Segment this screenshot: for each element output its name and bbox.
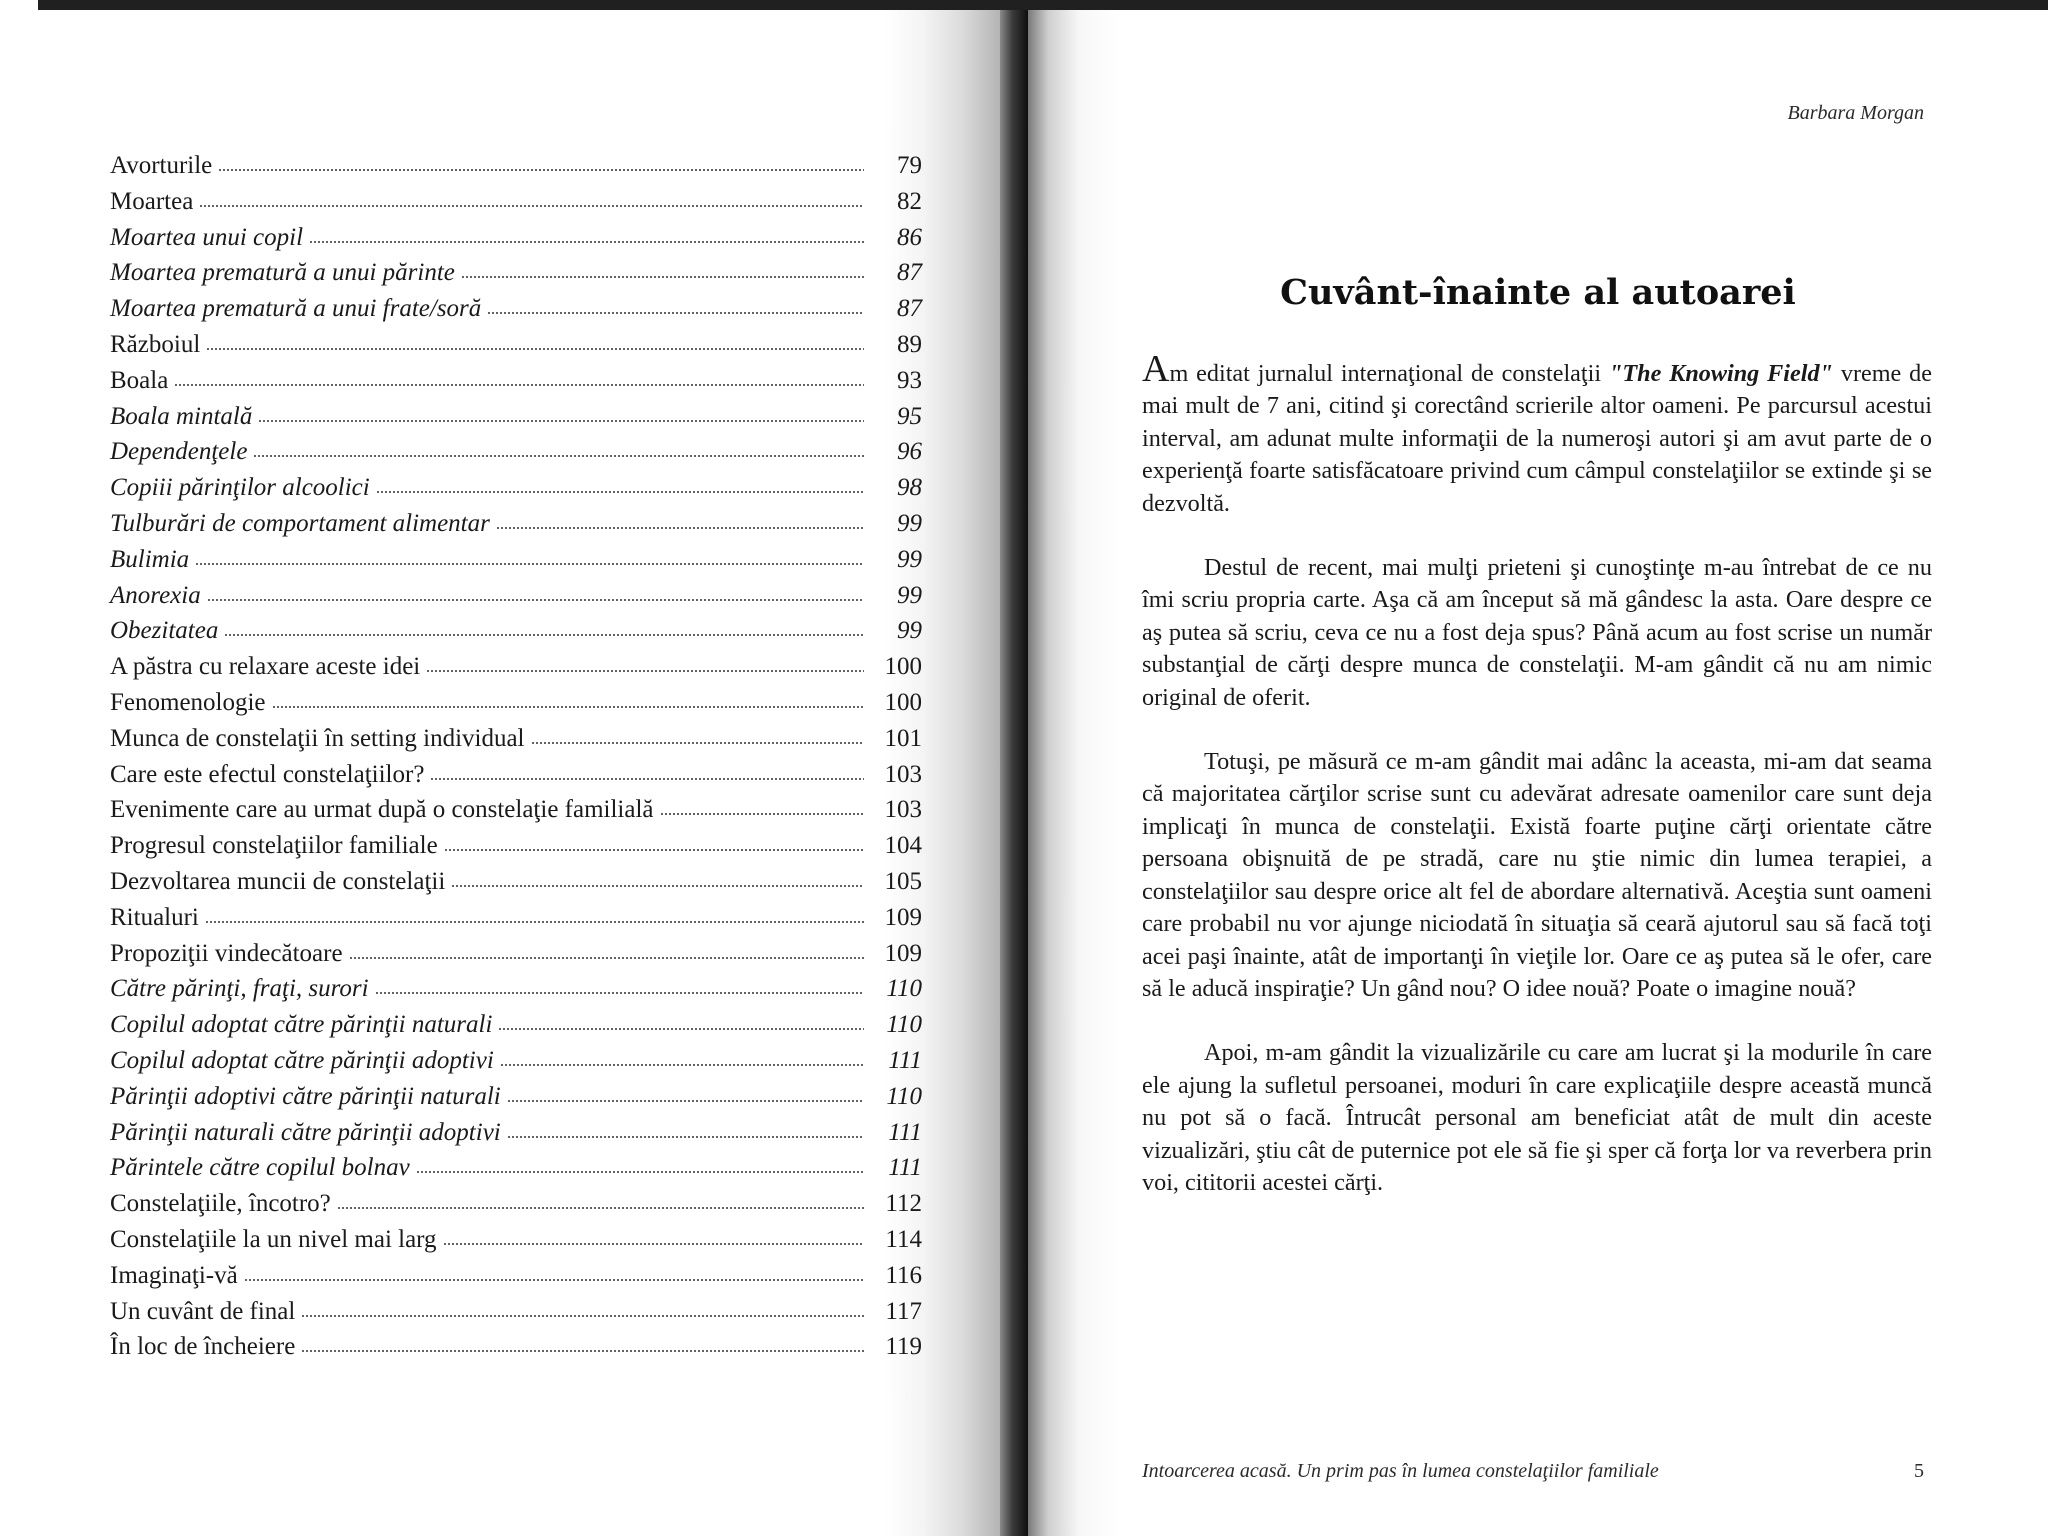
toc-entry (110, 331, 922, 367)
toc-dot-leader (205, 920, 864, 924)
toc-entry-title: Părinţii naturali către părinţii adoptivi (110, 1118, 501, 1146)
toc-dot-leader (349, 956, 864, 960)
toc-entry (110, 224, 922, 260)
toc-entry-page: 99 (897, 581, 922, 609)
running-head-author: Barbara Morgan (1787, 102, 1924, 124)
toc-entry (110, 1226, 922, 1262)
toc-entry (110, 403, 922, 439)
toc-entry-page: 86 (897, 223, 922, 251)
body-text (1142, 348, 1932, 1231)
toc-entry-title: Ritualuri (110, 903, 199, 931)
paragraph-2: Destul de recent, mai mulţi prieteni şi cunoştinţe m-au întrebat de ce nu îmi scriu propria carte. Aşa că am început să mă gândesc la asta. Oare despre ce aş putea să scriu, ceva ce nu a fost deja spus? Până acum au fost scrise un număr substanţial de cărţi despre munca de constelaţii. M-am gândit că nu am nimic original de oferit. (1142, 554, 1932, 711)
toc-entry-page: 117 (885, 1297, 922, 1325)
toc-entry (110, 940, 922, 976)
toc-dot-leader (507, 1099, 864, 1103)
toc-dot-leader (253, 454, 864, 458)
toc-entry-title: Propoziţii vindecătoare (110, 939, 343, 967)
toc-entry-page: 110 (886, 1082, 922, 1110)
toc-dot-leader (660, 812, 864, 816)
toc-entry-page: 112 (885, 1190, 922, 1218)
toc-dot-leader (195, 562, 864, 566)
toc-entry-title: Moartea (110, 187, 194, 215)
toc-entry-page: 110 (886, 1011, 922, 1039)
toc-entry-title: Moartea unui copil (110, 223, 304, 251)
footer-book-title: Intoarcerea acasă. Un prim pas în lumea constelaţiilor familiale (1142, 1460, 1659, 1482)
toc-entry-title: Munca de constelaţii în setting individual (110, 724, 525, 752)
toc-entry-page: 82 (897, 187, 922, 215)
toc-entry (110, 367, 922, 403)
toc-entry (110, 546, 922, 582)
journal-title: "The Knowing Field" (1608, 360, 1833, 387)
toc-entry (110, 904, 922, 940)
toc-dot-leader (416, 1170, 864, 1174)
toc-dot-leader (487, 311, 864, 315)
toc-entry-title: Moartea prematură a unui frate/soră (110, 295, 482, 323)
toc-entry (110, 617, 922, 653)
toc-entry (110, 474, 922, 510)
toc-entry (110, 152, 922, 188)
toc-entry (110, 1190, 922, 1226)
toc-entry-page: 116 (885, 1261, 922, 1289)
right-page (1028, 10, 2048, 1536)
toc-entry-page: 100 (884, 688, 922, 716)
toc-entry-title: Imaginaţi-vă (110, 1261, 238, 1289)
toc-entry-title: Avorturile (110, 152, 213, 179)
toc-entry-title: Evenimente care au urmat după o constelaţie familială (110, 796, 654, 824)
toc-dot-leader (224, 633, 864, 637)
toc-entry-page: 111 (888, 1046, 922, 1074)
chapter-title: Cuvânt-înainte al autoarei (1280, 272, 1796, 313)
toc-dot-leader (426, 669, 864, 673)
toc-entry-page: 87 (897, 295, 922, 323)
toc-dot-leader (451, 884, 864, 888)
toc-entry (110, 510, 922, 546)
toc-entry (110, 975, 922, 1011)
toc-entry-title: Tulburări de comportament alimentar (110, 509, 490, 537)
toc-entry-page: 110 (886, 975, 922, 1003)
toc-entry-page: 96 (897, 438, 922, 466)
toc-entry-title: Un cuvânt de final (110, 1297, 296, 1325)
toc-entry-page: 79 (897, 152, 922, 179)
toc-entry-page: 103 (884, 760, 922, 788)
toc-entry (110, 1298, 922, 1334)
toc-entry (110, 761, 922, 797)
page-number: 5 (1914, 1460, 1924, 1482)
toc-entry (110, 259, 922, 295)
toc-entry (110, 725, 922, 761)
toc-entry-page: 89 (897, 330, 922, 358)
toc-dot-leader (258, 419, 864, 423)
toc-entry (110, 689, 922, 725)
toc-dot-leader (199, 204, 864, 208)
toc-entry (110, 1262, 922, 1298)
scan-top-edge (38, 0, 2048, 10)
toc-entry-page: 87 (897, 259, 922, 287)
toc-entry-title: Anorexia (110, 581, 201, 609)
left-page (38, 10, 1000, 1536)
toc-dot-leader (496, 526, 864, 530)
toc-entry-title: Către părinţi, fraţi, surori (110, 975, 369, 1003)
toc-entry (110, 295, 922, 331)
paragraph-1 (1142, 348, 1932, 520)
toc-entry-page: 105 (884, 867, 922, 895)
toc-entry-title: Războiul (110, 330, 201, 358)
toc-entry-title: Bulimia (110, 545, 190, 573)
drop-cap: A (1142, 348, 1170, 390)
toc-entry-page: 119 (885, 1333, 922, 1361)
book-gutter (1000, 10, 1028, 1536)
toc-dot-leader (207, 598, 864, 602)
toc-entry (110, 1083, 922, 1119)
toc-entry-page: 98 (897, 474, 922, 502)
toc-dot-leader (301, 1349, 864, 1353)
toc-entry-page: 99 (897, 545, 922, 573)
toc-entry (110, 868, 922, 904)
toc-entry (110, 1119, 922, 1155)
toc-dot-leader (206, 347, 864, 351)
toc-dot-leader (309, 240, 864, 244)
toc-dot-leader (301, 1314, 864, 1318)
toc-entry-page: 99 (897, 509, 922, 537)
toc-dot-leader (174, 383, 864, 387)
toc-entry-title: Copilul adoptat către părinţii adoptivi (110, 1046, 494, 1074)
toc-entry (110, 1154, 922, 1190)
toc-entry-title: Progresul constelaţiilor familiale (110, 832, 438, 860)
toc-entry (110, 188, 922, 224)
toc-entry-title: Care este efectul constelaţiilor? (110, 760, 425, 788)
toc-dot-leader (500, 1063, 864, 1067)
toc-entry-page: 100 (884, 653, 922, 681)
toc-entry-title: Boala (110, 366, 169, 394)
toc-entry (110, 582, 922, 618)
toc-entry-page: 109 (884, 903, 922, 931)
toc-entry-page: 93 (897, 366, 922, 394)
toc-entry-title: Fenomenologie (110, 688, 266, 716)
toc-entry (110, 1047, 922, 1083)
toc-entry (110, 653, 922, 689)
toc-entry-title: Părinţii adoptivi către părinţii naturali (110, 1082, 501, 1110)
paragraph-4: Apoi, m-am gândit la vizualizările cu care am lucrat şi la modurile în care ele ajung la sufletul persoanei, moduri în care explicaţiile despre această muncă nu pot să o facă. Întrucât personal am beneficiat atât de mult din aceste vizualizări, ştiu cât de puternice pot ele să fie şi sper că forţa lor va reverbera prin voi, cititorii acestei cărţi. (1142, 1039, 1932, 1196)
toc-entry-title: Constelaţiile la un nivel mai larg (110, 1225, 437, 1253)
toc-entry-title: Părintele către copilul bolnav (110, 1154, 410, 1182)
toc-entry (110, 438, 922, 474)
toc-entry-title: Moartea prematură a unui părinte (110, 259, 455, 287)
toc-dot-leader (444, 848, 864, 852)
toc-dot-leader (531, 741, 864, 745)
toc-entry-title: În loc de încheiere (110, 1333, 296, 1361)
toc-dot-leader (272, 705, 864, 709)
toc-entry-page: 111 (888, 1154, 922, 1182)
toc-dot-leader (443, 1242, 864, 1246)
toc-entry-page: 109 (884, 939, 922, 967)
toc-entry-page: 103 (884, 796, 922, 824)
toc-entry-page: 111 (888, 1118, 922, 1146)
toc-dot-leader (376, 490, 864, 494)
toc-entry-page: 99 (897, 617, 922, 645)
toc-dot-leader (430, 777, 864, 781)
toc-entry (110, 832, 922, 868)
toc-entry-title: Copilul adoptat către părinţii naturali (110, 1011, 493, 1039)
toc-entry-title: Dezvoltarea muncii de constelaţii (110, 867, 446, 895)
toc-entry-page: 104 (884, 832, 922, 860)
toc-entry (110, 796, 922, 832)
toc-dot-leader (337, 1206, 864, 1210)
toc-entry-page: 114 (885, 1225, 922, 1253)
toc-dot-leader (244, 1278, 864, 1282)
toc-dot-leader (218, 168, 864, 172)
toc-entry-title: A păstra cu relaxare aceste idei (110, 653, 421, 681)
toc-entry-title: Copiii părinţilor alcoolici (110, 474, 370, 502)
paragraph-1-text-b: vreme de mai mult de 7 ani, citind şi corectând scrierile altor oameni. Pe parcursul acestui interval, am adunat multe informaţii de la numeroşi autori şi am avut parte de o experienţă foarte satisfăcatoare privind cum câmpul constelaţiilor se extinde şi se dezvoltă. (1142, 360, 1932, 517)
paragraph-1-text-a: m editat jurnalul internaţional de constelaţii (1169, 360, 1609, 387)
toc-dot-leader (461, 275, 864, 279)
toc-entry (110, 1333, 922, 1369)
toc-entry-title: Obezitatea (110, 617, 219, 645)
table-of-contents (110, 152, 922, 1369)
toc-entry-title: Dependenţele (110, 438, 248, 466)
toc-entry-page: 95 (897, 402, 922, 430)
toc-dot-leader (507, 1135, 864, 1139)
toc-entry-page: 101 (884, 724, 922, 752)
toc-dot-leader (375, 991, 864, 995)
paragraph-3: Totuşi, pe măsură ce m-am gândit mai adânc la aceasta, mi-am dat seama că majoritatea cărţilor scrise sunt cu adevărat adresate oamenilor care sunt deja implicaţi în munca de constelaţii. Există foarte puţine cărţi orientate către persoana obişnuită de pe stradă, care nu ştie nimic din lumea terapiei, a constelaţiilor sau despre orice alt fel de abordare alternativă. Aceştia sunt oameni care probabil nu vor ajunge niciodată în situaţia să ceară ajutorul sau să facă toţi acei paşi înainte, atât de importanţi în vieţile lor. Oare ce aş putea să le ofer, care să le aducă inspiraţie? Un gând nou? O idee nouă? Poate o imagine nouă? (1142, 748, 1932, 1002)
toc-entry-title: Boala mintală (110, 402, 253, 430)
toc-dot-leader (498, 1027, 864, 1031)
toc-entry (110, 1011, 922, 1047)
toc-entry-title: Constelaţiile, încotro? (110, 1190, 331, 1218)
